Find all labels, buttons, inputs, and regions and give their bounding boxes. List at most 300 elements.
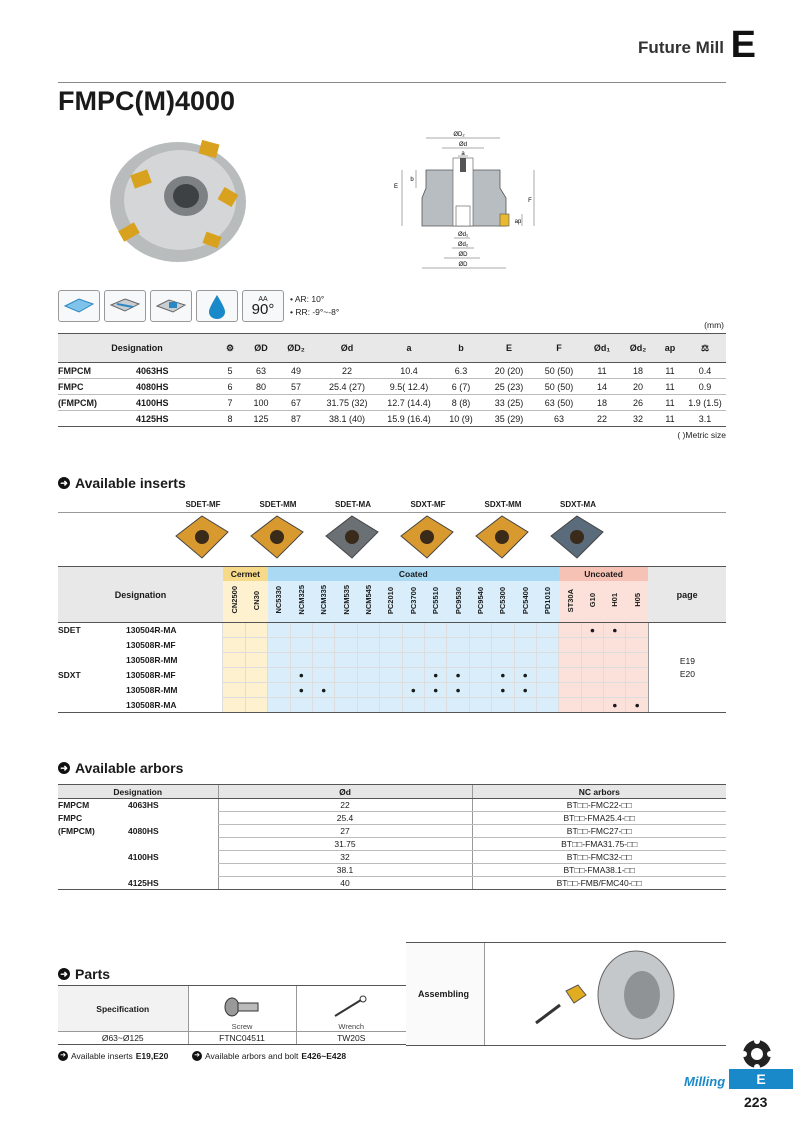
spec-h-e: E xyxy=(484,334,534,363)
grade-cell: ● xyxy=(447,683,469,698)
grade-code: 130508R-MF xyxy=(126,670,176,680)
spec-cell: 32 xyxy=(620,411,656,427)
grade-cell xyxy=(245,623,267,638)
grade-name-cell xyxy=(290,581,312,623)
grade-cell xyxy=(335,653,357,668)
arbor-row xyxy=(58,812,726,825)
spec-cell: 20 (20) xyxy=(484,363,534,379)
insert-image-sdet-ma xyxy=(324,514,380,560)
footer-link-inserts[interactable] xyxy=(58,1051,168,1061)
parts-wrench-code: TW20S xyxy=(296,1032,406,1045)
arbor-row xyxy=(58,864,726,877)
footer-link-arbors-ref: E426~E428 xyxy=(301,1051,347,1061)
grade-cell xyxy=(559,623,581,638)
grade-cell xyxy=(313,698,335,713)
spec-cell: 10 (9) xyxy=(438,411,484,427)
grade-designation xyxy=(58,698,223,713)
spec-row xyxy=(58,363,726,379)
grade-cell xyxy=(313,638,335,653)
milling-cutter-icon xyxy=(741,1038,773,1070)
grade-cell xyxy=(604,683,626,698)
screw-label: Screw xyxy=(231,1022,253,1031)
grade-h-coated: Coated xyxy=(268,567,559,581)
grade-cell xyxy=(469,653,491,668)
spec-cell: 11 xyxy=(584,363,620,379)
grade-cell xyxy=(335,668,357,683)
arbor-row xyxy=(58,838,726,851)
grade-cell xyxy=(245,638,267,653)
grade-code: 130508R-MM xyxy=(126,655,178,665)
grade-code: 130508R-MF xyxy=(126,640,176,650)
grade-cell xyxy=(559,638,581,653)
grade-cell xyxy=(335,638,357,653)
grade-cell xyxy=(447,638,469,653)
grade-cell xyxy=(559,698,581,713)
footer-link-arbors[interactable] xyxy=(192,1051,346,1061)
grade-page-ref: E19 xyxy=(679,656,695,666)
grade-row xyxy=(58,668,726,683)
grade-cell xyxy=(223,638,245,653)
grade-name: NC5330 xyxy=(274,586,284,615)
spec-cell: 10.4 xyxy=(380,363,438,379)
spec-cell: 25.4 (27) xyxy=(314,379,380,395)
arbor-nc: BT□□-FMA38.1-□□ xyxy=(472,864,726,877)
spec-h-D: ØD xyxy=(244,334,278,363)
grade-cell xyxy=(313,623,335,638)
grade-row xyxy=(58,623,726,638)
cutter-drawing xyxy=(388,128,538,273)
insert-image-sdet-mf xyxy=(174,514,230,560)
insert-image-sdxt-mf xyxy=(399,514,455,560)
grade-cell xyxy=(559,653,581,668)
grade-cell xyxy=(357,653,379,668)
grade-cell xyxy=(447,623,469,638)
grade-h-cermet: Cermet xyxy=(223,567,268,581)
spec-cell: 15.9 (16.4) xyxy=(380,411,438,427)
label-e: E xyxy=(393,184,399,190)
grade-cell xyxy=(424,653,446,668)
grade-cell xyxy=(492,623,514,638)
grade-name: H01 xyxy=(610,593,620,608)
grade-cell: ● xyxy=(290,668,312,683)
grade-name: PC5300 xyxy=(498,586,508,614)
spec-cell: 8 (8) xyxy=(438,395,484,411)
grade-name: PC9540 xyxy=(475,586,485,614)
grade-name-cell xyxy=(268,581,290,623)
spec-cell: 100 xyxy=(244,395,278,411)
grade-name: NCM335 xyxy=(319,585,329,616)
grade-row xyxy=(58,638,726,653)
grade-name: PC9530 xyxy=(453,586,463,614)
arbor-nc: BT□□-FMC22-□□ xyxy=(472,799,726,812)
spec-cell: 18 xyxy=(584,395,620,411)
spec-cell: 11 xyxy=(656,411,684,427)
grade-cell xyxy=(290,653,312,668)
grade-cell xyxy=(581,683,603,698)
parts-title: Parts xyxy=(75,966,111,982)
spec-cell: 26 xyxy=(620,395,656,411)
grade-h-uncoated: Uncoated xyxy=(559,567,649,581)
spec-group: (FMPCM) xyxy=(58,395,136,411)
arbor-nc: BT□□-FMC27-□□ xyxy=(472,825,726,838)
label-f: F xyxy=(528,198,532,204)
grade-cell xyxy=(514,653,536,668)
grade-cell xyxy=(536,623,558,638)
insert-name: SDET-MM xyxy=(259,500,297,509)
parts-table xyxy=(58,985,406,1045)
footer-link-inserts-ref: E19,E20 xyxy=(135,1051,169,1061)
spec-cell: 1.9 (1.5) xyxy=(684,395,726,411)
spec-code: 4080HS xyxy=(136,379,216,395)
spec-cell: 50 (50) xyxy=(534,363,584,379)
grade-name: NCM545 xyxy=(363,585,373,616)
wrench-icon xyxy=(331,994,371,1020)
grade-cell xyxy=(604,668,626,683)
spec-cell: 14 xyxy=(584,379,620,395)
grade-cell xyxy=(335,623,357,638)
grade-cell xyxy=(290,623,312,638)
grade-cell xyxy=(626,638,648,653)
grade-cell: ● xyxy=(424,668,446,683)
footer-link-inserts-label: Available inserts xyxy=(71,1051,133,1061)
arbor-nc: BT□□-FMC32-□□ xyxy=(472,851,726,864)
spec-code: 4063HS xyxy=(136,363,216,379)
arbor-d: 27 xyxy=(218,825,472,838)
grade-name-cell xyxy=(514,581,536,623)
grade-cell: ● xyxy=(604,623,626,638)
arbor-group xyxy=(58,864,128,877)
insert-name: SDET-MA xyxy=(335,500,371,509)
arbor-group: FMPCM xyxy=(58,800,90,811)
arrow-circle-icon: ➜ xyxy=(58,477,70,489)
insert-name: SDXT-MM xyxy=(484,500,522,509)
spec-cell: 6 (7) xyxy=(438,379,484,395)
arbor-row xyxy=(58,799,726,812)
grade-name: PC5510 xyxy=(431,586,441,614)
grade-table xyxy=(58,566,726,713)
grade-cell xyxy=(626,668,648,683)
spec-cell: 22 xyxy=(584,411,620,427)
grade-cell xyxy=(469,623,491,638)
label-b: b xyxy=(410,177,414,183)
arbor-code: 4100HS xyxy=(128,852,159,862)
spec-table xyxy=(58,333,726,427)
grade-cell xyxy=(268,653,290,668)
angle-badge xyxy=(242,290,284,322)
grade-family: SDXT xyxy=(58,670,81,680)
grade-page-cell xyxy=(648,623,726,713)
grade-name: PC5400 xyxy=(520,586,530,614)
arbor-d: 40 xyxy=(218,877,472,890)
grade-code: 130508R-MA xyxy=(126,699,177,710)
grade-cell: ● xyxy=(492,668,514,683)
grade-cell xyxy=(424,698,446,713)
grade-name: CN2500 xyxy=(229,586,239,615)
grade-cell xyxy=(469,638,491,653)
page-number: 223 xyxy=(744,1094,768,1110)
arrow-circle-icon: ➜ xyxy=(58,762,70,774)
grade-designation xyxy=(58,668,223,683)
section-title: Future Mill xyxy=(638,38,724,57)
spec-cell: 33 (25) xyxy=(484,395,534,411)
grade-cell xyxy=(581,653,603,668)
spec-cell: 0.4 xyxy=(684,363,726,379)
spec-row xyxy=(58,379,726,395)
spec-cell: 38.1 (40) xyxy=(314,411,380,427)
parts-header-row xyxy=(58,986,406,1032)
grade-cell xyxy=(313,668,335,683)
arbor-code: 4063HS xyxy=(128,800,159,811)
grade-cell xyxy=(402,623,424,638)
screw-icon xyxy=(222,994,262,1020)
arbor-group xyxy=(58,877,128,890)
grade-cell: ● xyxy=(514,683,536,698)
spec-cell: 35 (29) xyxy=(484,411,534,427)
grade-cell xyxy=(380,668,402,683)
arbor-row xyxy=(58,825,726,838)
grade-cell xyxy=(245,668,267,683)
arbor-row xyxy=(58,851,726,864)
coolant-icon xyxy=(196,290,238,322)
grade-cell: ● xyxy=(514,668,536,683)
spec-h-ap: ap xyxy=(656,334,684,363)
grade-name: CN30 xyxy=(252,590,262,610)
grade-cell xyxy=(536,698,558,713)
insert-name: SDXT-MF xyxy=(410,500,446,509)
grade-cell xyxy=(268,698,290,713)
note-rr: • RR: -9°~-8° xyxy=(290,307,340,317)
grade-cell xyxy=(290,638,312,653)
grade-name-cell xyxy=(380,581,402,623)
angle-badge-value: 90° xyxy=(251,300,275,318)
inserts-heading xyxy=(58,475,186,491)
label-ap: ap xyxy=(514,219,522,225)
grade-cell xyxy=(313,653,335,668)
grade-cell xyxy=(581,698,603,713)
arbor-nc: BT□□-FMB/FMC40-□□ xyxy=(472,877,726,890)
grade-cell xyxy=(581,668,603,683)
parts-screw-code: FTNC04511 xyxy=(188,1032,296,1045)
spec-cell: 6.3 xyxy=(438,363,484,379)
grade-h-designation: Designation xyxy=(58,567,223,623)
grade-name: NCM325 xyxy=(296,585,306,616)
parts-heading xyxy=(58,966,110,982)
grade-cell xyxy=(559,668,581,683)
label-a: a xyxy=(461,151,465,157)
grade-cell xyxy=(492,698,514,713)
assembling-label-cell xyxy=(406,943,485,1045)
spec-cell: 5 xyxy=(216,363,244,379)
spec-cell: 22 xyxy=(314,363,380,379)
slot-milling-icon xyxy=(104,290,146,322)
grade-cell: ● xyxy=(581,623,603,638)
label-D-inner: ØD xyxy=(458,252,468,258)
grade-cell xyxy=(268,623,290,638)
grade-name-cell xyxy=(559,581,581,623)
spec-cell: 3.1 xyxy=(684,411,726,427)
grade-page-ref: E20 xyxy=(679,669,695,679)
label-d: Ød xyxy=(458,142,468,148)
spec-cell: 63 xyxy=(534,411,584,427)
grade-name-cell xyxy=(536,581,558,623)
grade-cell xyxy=(245,698,267,713)
arbor-d: 38.1 xyxy=(218,864,472,877)
arbor-d: 32 xyxy=(218,851,472,864)
spec-group: FMPC xyxy=(58,379,136,395)
inserts-rule xyxy=(58,512,726,513)
grade-cell xyxy=(380,683,402,698)
grade-cell xyxy=(469,668,491,683)
arbors-h-designation: Designation xyxy=(58,785,218,799)
grade-cell xyxy=(380,638,402,653)
grade-cell xyxy=(268,668,290,683)
grade-cell xyxy=(514,623,536,638)
grade-cell xyxy=(290,698,312,713)
spec-cell: 0.9 xyxy=(684,379,726,395)
grade-name-cell xyxy=(447,581,469,623)
grade-designation xyxy=(58,638,223,653)
grade-name-cell xyxy=(313,581,335,623)
parts-row xyxy=(58,1032,406,1045)
grade-cell xyxy=(447,698,469,713)
grade-cell xyxy=(357,668,379,683)
grade-cell xyxy=(604,638,626,653)
grade-cell xyxy=(492,638,514,653)
spec-h-d1: Ød₁ xyxy=(584,334,620,363)
section-letter: E xyxy=(730,24,756,66)
grade-cell xyxy=(469,698,491,713)
grade-name-cell xyxy=(581,581,603,623)
spec-code: 4100HS xyxy=(136,395,216,411)
grade-name-cell xyxy=(245,581,267,623)
grade-name-cell xyxy=(357,581,379,623)
spec-cell: 125 xyxy=(244,411,278,427)
spec-cell: 11 xyxy=(656,379,684,395)
grade-cell xyxy=(424,638,446,653)
grade-cell xyxy=(536,668,558,683)
grade-cell xyxy=(626,683,648,698)
spec-cell: 57 xyxy=(278,379,314,395)
grade-cell: ● xyxy=(402,683,424,698)
grade-cell: ● xyxy=(626,698,648,713)
arbor-nc: BT□□-FMA25.4-□□ xyxy=(472,812,726,825)
spec-cell: 12.7 (14.4) xyxy=(380,395,438,411)
spec-h-D2: ØD₂ xyxy=(278,334,314,363)
grade-cell xyxy=(223,623,245,638)
spec-row xyxy=(58,411,726,427)
arbor-code xyxy=(128,864,218,877)
grade-name-cell xyxy=(469,581,491,623)
header-rule xyxy=(58,82,726,83)
wrench-cell xyxy=(296,986,406,1032)
grade-cell xyxy=(402,668,424,683)
grade-cell xyxy=(380,698,402,713)
insert-image-sdet-mm xyxy=(249,514,305,560)
grade-name-cell xyxy=(626,581,648,623)
spec-header-row xyxy=(58,334,726,363)
spec-h-d: Ød xyxy=(314,334,380,363)
label-d2: ØD₂ xyxy=(453,132,465,138)
grade-cell xyxy=(245,653,267,668)
parts-range: Ø63~Ø125 xyxy=(58,1032,188,1045)
spec-cell: 11 xyxy=(656,395,684,411)
arbor-d: 31.75 xyxy=(218,838,472,851)
grade-designation xyxy=(58,683,223,698)
grade-family: SDET xyxy=(58,625,81,636)
arbor-code xyxy=(128,812,218,825)
grade-name: ST30A xyxy=(565,588,575,612)
spec-cell: 63 xyxy=(244,363,278,379)
grade-name-cell xyxy=(223,581,245,623)
grade-name-cell xyxy=(604,581,626,623)
grade-cell xyxy=(581,638,603,653)
wrench-label: Wrench xyxy=(338,1022,365,1031)
grade-name-cell xyxy=(402,581,424,623)
grade-cell xyxy=(223,683,245,698)
grade-cell xyxy=(402,638,424,653)
spec-h-d2b: Ød₂ xyxy=(620,334,656,363)
grade-cell xyxy=(514,638,536,653)
spec-cell: 18 xyxy=(620,363,656,379)
grade-cell xyxy=(357,623,379,638)
grade-code: 130508R-MM xyxy=(126,685,178,695)
teeth-icon: ⚙ xyxy=(216,334,244,363)
grade-cell xyxy=(447,653,469,668)
grade-cell xyxy=(492,653,514,668)
spec-cell: 8 xyxy=(216,411,244,427)
spec-footnote: ( )Metric size xyxy=(677,430,726,440)
footer-letter-tab: E xyxy=(729,1069,793,1089)
page-title: FMPC(M)4000 xyxy=(58,86,236,116)
arbor-code: 4125HS xyxy=(128,877,218,890)
assembling-label: Assembling xyxy=(418,989,470,999)
grade-name: G10 xyxy=(587,593,597,608)
grade-cell: ● xyxy=(492,683,514,698)
spec-cell: 9.5( 12.4) xyxy=(380,379,438,395)
label-D: ØD xyxy=(458,262,468,268)
arbor-row xyxy=(58,877,726,890)
grade-cell xyxy=(402,698,424,713)
grade-cell: ● xyxy=(447,668,469,683)
unit-label: (mm) xyxy=(704,320,724,330)
spec-cell: 50 (50) xyxy=(534,379,584,395)
arbors-h-nc: NC arbors xyxy=(472,785,726,799)
grade-cell: ● xyxy=(424,683,446,698)
arbor-code xyxy=(128,838,218,851)
arbors-title: Available arbors xyxy=(75,760,184,776)
grade-cell xyxy=(335,698,357,713)
spec-cell: 7 xyxy=(216,395,244,411)
grade-row xyxy=(58,653,726,668)
arrow-circle-icon: ➜ xyxy=(192,1051,202,1061)
grade-h-page: page xyxy=(648,567,726,623)
grade-cell xyxy=(380,623,402,638)
arbor-d: 22 xyxy=(218,799,472,812)
insert-name: SDXT-MA xyxy=(560,500,596,509)
grade-cell xyxy=(380,653,402,668)
arbors-table xyxy=(58,784,726,890)
cutter-photo xyxy=(100,130,250,270)
spec-cell: 25 (23) xyxy=(484,379,534,395)
grade-name: PC2010 xyxy=(386,586,396,614)
spec-cell: 49 xyxy=(278,363,314,379)
grade-name-cell xyxy=(424,581,446,623)
grade-cell xyxy=(245,683,267,698)
grade-cell xyxy=(357,698,379,713)
insert-image-sdxt-mm xyxy=(474,514,530,560)
spec-h-b: b xyxy=(438,334,484,363)
grade-designation xyxy=(58,653,223,668)
